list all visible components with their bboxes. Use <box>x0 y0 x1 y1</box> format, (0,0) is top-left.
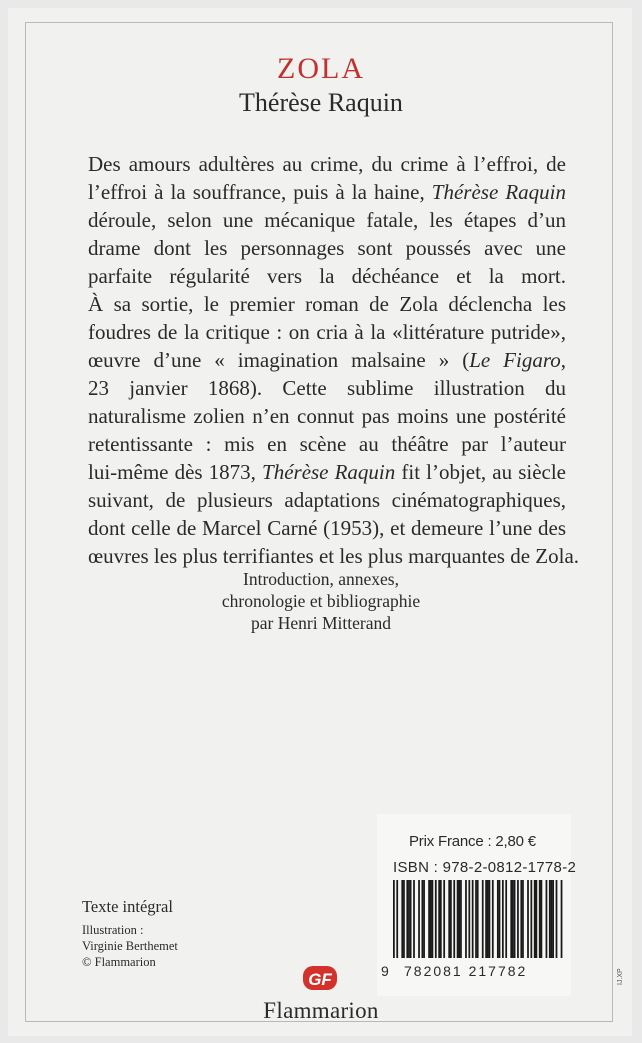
blurb-line: Des amours adultères au crime, du crime à l’effroi, de <box>88 152 566 176</box>
side-code: IJ.XP <box>617 968 624 985</box>
publisher-name: Flammarion <box>263 998 379 1023</box>
book-title: Thérèse Raquin <box>239 88 403 117</box>
illustration-credit <box>82 922 178 970</box>
blurb-text <box>88 150 580 570</box>
blurb-line: l’effroi à la souffrance, puis à la haine, Thérèse Raquin <box>88 180 566 204</box>
blurb-line: retentissante : mis en scène au théâtre par l’auteur <box>88 432 566 456</box>
blurb-line: déroule, selon une mécanique fatale, les étapes d’un <box>88 208 566 232</box>
barcode <box>393 880 564 958</box>
blurb-line: parfaite régularité vers la déchéance et la mort. <box>88 264 566 288</box>
blurb-line: foudres de la critique : on cria à la «littérature putride», <box>88 320 566 344</box>
credits-line-3: par Henri Mitterand <box>251 613 391 633</box>
blurb-paragraph <box>88 150 580 570</box>
blurb-line: lui-même dès 1873, Thérèse Raquin fit l’objet, au siècle <box>88 460 567 484</box>
blurb-line: œuvre d’une « imagination malsaine » (Le Figaro, <box>88 348 566 372</box>
author-name: ZOLA <box>277 52 365 85</box>
blurb-line: À sa sortie, le premier roman de Zola déclencha les <box>88 292 566 316</box>
illustration-credit-line-2: Virginie Berthemet <box>82 939 178 953</box>
price-label: Prix France : 2,80 € <box>409 833 536 850</box>
isbn-label: ISBN : 978-2-0812-1778-2 <box>393 859 577 876</box>
illustration-credit-line-1: Illustration : <box>82 923 144 937</box>
blurb-line: naturalisme zolien n’en connut pas moins une postérité <box>88 404 566 428</box>
barcode-digits: 782081 217782 <box>404 963 528 979</box>
blurb-line: dont celle de Marcel Carné (1953), et demeure l’une des <box>88 516 566 540</box>
credits <box>0 568 642 634</box>
blurb-line: drame dont les personnages sont poussés avec une <box>88 236 566 260</box>
barcode-first-digit: 9 <box>381 963 389 979</box>
gf-logo-text: GF <box>308 970 332 989</box>
illustration-credit-line-3: © Flammarion <box>82 955 156 969</box>
blurb-line: suivant, de plusieurs adaptations cinématographiques, <box>88 488 566 512</box>
blurb-line: 23 janvier 1868). Cette sublime illustration du <box>88 376 566 400</box>
credits-line-1: Introduction, annexes, <box>243 569 399 589</box>
texte-integral-label: Texte intégral <box>82 897 173 916</box>
blurb-line: œuvres les plus terrifiantes et les plus marquantes de Zola. <box>88 544 580 568</box>
gf-logo <box>301 962 339 994</box>
credits-line-2: chronologie et bibliographie <box>221 591 421 611</box>
